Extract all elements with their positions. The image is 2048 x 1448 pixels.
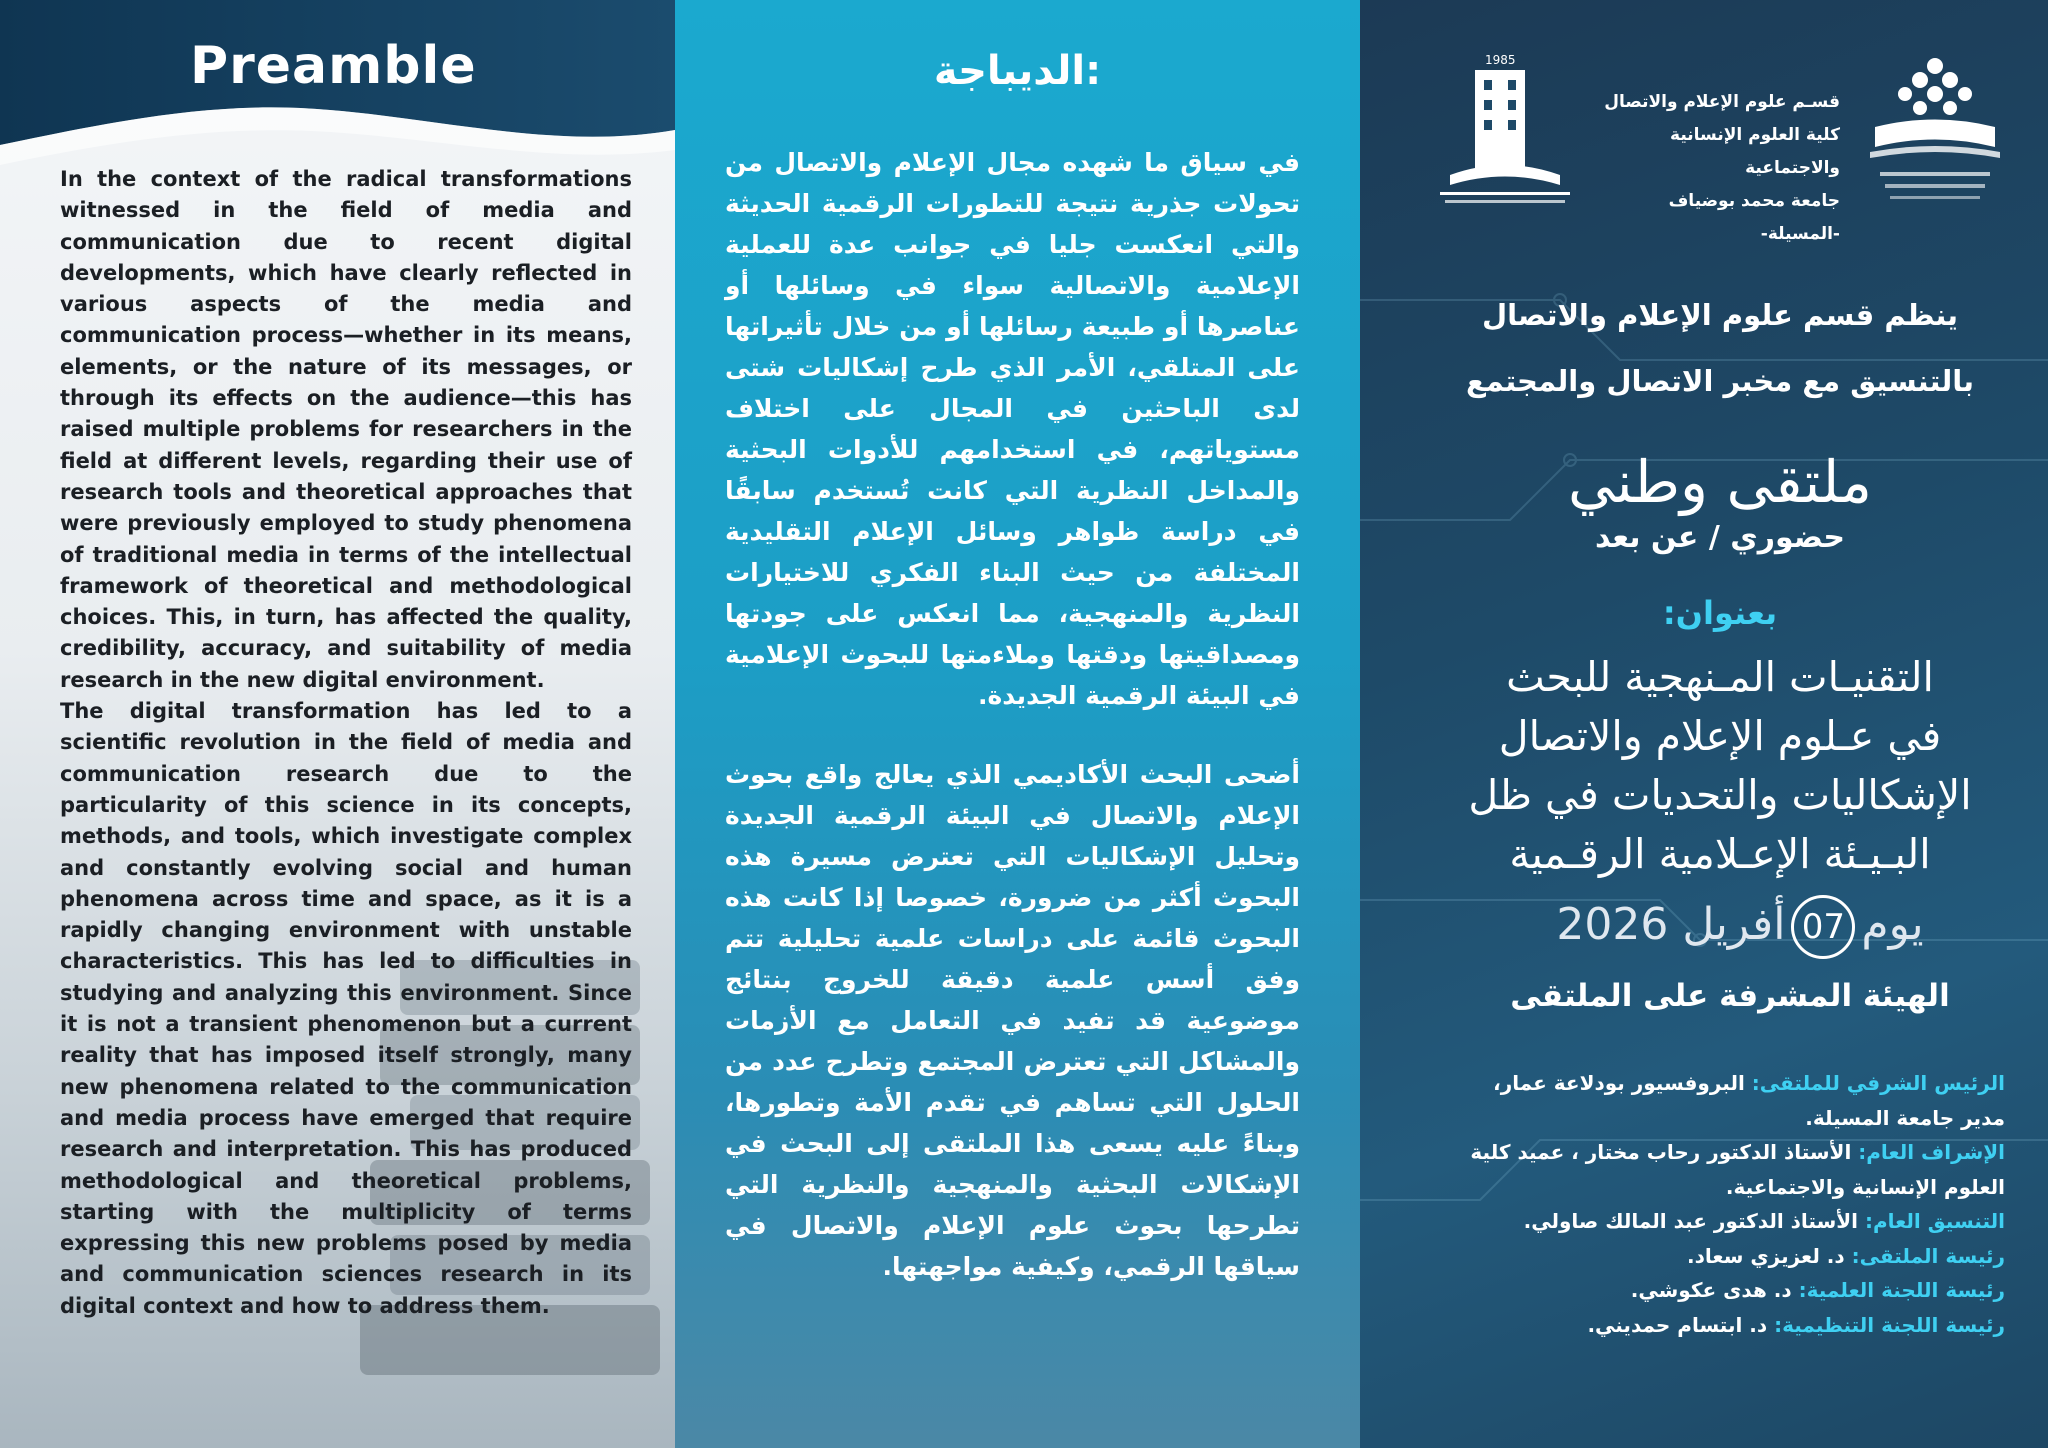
preamble-panel-en — [0, 0, 675, 1448]
committee-member: البروفسيور بودلاعة عمار، مدير جامعة المسيلة. — [1493, 1071, 2005, 1130]
event-info-panel — [1360, 0, 2048, 1448]
event-mode: حضوري / عن بعد — [1594, 520, 1846, 555]
event-title-line: الإشكاليات والتحديات في ظل — [1468, 771, 1972, 819]
committee-member: الأستاذ الدكتور رحاب مختار ، عميد كلية العلوم الإنسانية والاجتماعية. — [1470, 1140, 2005, 1199]
organizer-header — [1590, 86, 1840, 251]
committee-role: الإشراف العام: — [1858, 1140, 2005, 1164]
date-month-year: أفريل 2026 — [1556, 899, 1786, 950]
event-title-line: في عـلوم الإعلام والاتصال — [1498, 712, 1942, 760]
event-title-line: البـيـئة الإعـلامية الرقـمية — [1509, 830, 1931, 878]
committee-role: التنسيق العام: — [1864, 1209, 2005, 1233]
committee-entry — [1470, 1308, 2005, 1343]
committee-member: د. هدى عكوشي. — [1630, 1278, 1792, 1302]
committee-role: الرئيس الشرفي للملتقى: — [1751, 1071, 2005, 1095]
committee-member: د. ابتسام حمديني. — [1587, 1312, 1768, 1337]
event-date — [1510, 895, 1970, 965]
organizer-line-2: بالتنسيق مع مخبر الاتصال والمجتمع — [1465, 364, 1975, 398]
committee-member: الأستاذ الدكتور عبد المالك صاولي. — [1523, 1209, 1858, 1233]
date-day-circle: 07 — [1791, 895, 1855, 959]
org-line-department: قسـم علوم الإعلام والاتصال — [1604, 92, 1840, 112]
preamble-panel-ar — [675, 0, 1360, 1448]
organizer-line-1: ينظم قسم علوم الإعلام والاتصال — [1481, 298, 1959, 332]
committee-role: رئيسة اللجنة العلمية: — [1798, 1278, 2005, 1302]
committee-entry — [1470, 1135, 2005, 1204]
event-title — [1420, 648, 2020, 884]
committee-role: رئيسة الملتقى: — [1851, 1243, 2005, 1268]
title-label: بعنوان: — [1662, 594, 1778, 632]
event-title-line: التقنيـات المـنهجية للبحث — [1506, 653, 1934, 701]
preamble-ar-paragraph-2: أضحى البحث الأكاديمي الذي يعالج واقع بحوث الإعلام والاتصال في البيئة الرقمية الجديدة وتحليل الإشكاليات التي تعترض مسيرة هذه البحوث أكثر من ضرورة، خصوصا إذا كانت هذه البحوث قائمة على دراسات علمية تحليلية تتم وفق أسس علمية دقيقة للخروج بنتائج موضوعية قد تفيد في التعامل مع الأزمات والمشاكل التي تعترض المجتمع وتطرح عدد من الحلول التي تساهم في تقدم الأمة وتطورها، وبناءً عليه يسعى هذا الملتقى إلى البحث في الإشكالات البحثية والمنهجية والنظرية التي تطرحها بحوث علوم الإعلام والاتصال في سياقها الرقمي، وكيفية مواجهتها. — [725, 760, 1300, 1281]
university-logo — [1430, 50, 1580, 220]
committee-entry — [1470, 1239, 2005, 1274]
committee-member: د. لعزيزي سعاد. — [1687, 1243, 1845, 1268]
committee-list — [1470, 1066, 2005, 1342]
preamble-title-ar: الديباجة: — [933, 48, 1102, 94]
committee-entry — [1470, 1273, 2005, 1308]
date-prefix: يوم — [1861, 899, 1924, 950]
preamble-text-en — [60, 164, 632, 1322]
logo-year: 1985 — [1485, 53, 1516, 67]
committee-entry — [1470, 1066, 2005, 1135]
org-line-faculty: كلية العلوم الإنسانية والاجتماعية — [1670, 125, 1840, 178]
preamble-title: Preamble — [190, 36, 477, 96]
org-line-university: جامعة محمد بوضياف -المسيلة- — [1668, 191, 1840, 244]
preamble-paragraph-2: The digital transformation has led to a scientific revolution in the field of media and communication research due to the particularity of this science in its concepts, methods, and tools, which investigate complex and constantly evolving social and human phenomena across time and space, as it is a rapidly changing environment with unstable characteristics. This has led to difficulties in studying and analyzing this environment. Since it is not a transient phenomenon but a current reality that has imposed itself strongly, many new phenomena related to the communication and media process have emerged that require research and interpretation. This has produced methodological and theoretical problems, starting with the multiplicity of terms expressing this new problems posed by media and communication sciences research in its digital context and how to address them. — [60, 699, 632, 1318]
event-type: ملتقى وطني — [1568, 448, 1872, 516]
committee-entry — [1470, 1204, 2005, 1239]
committee-role: رئيسة اللجنة التنظيمية: — [1774, 1312, 2005, 1337]
faculty-logo — [1860, 52, 2010, 217]
preamble-paragraph-1: In the context of the radical transformations witnessed in the field of media and communication due to recent digital developments, which have clearly reflected in various aspects of the media and communication process—whether in its means, elements, or the nature of its messages, or through its effects on the audience—this has raised multiple problems for researchers in the field at different levels, regarding their use of research tools and theoretical approaches that were previously employed to study phenomena of traditional media in terms of the intellectual framework of theoretical and methodological choices. This, in turn, has affected the quality, credibility, accuracy, and suitability of media research in the new digital environment. — [60, 167, 632, 692]
committee-title: الهيئة المشرفة على الملتقى — [1510, 978, 1950, 1014]
preamble-ar-paragraph-1: في سياق ما شهده مجال الإعلام والاتصال من تحولات جذرية نتيجة للتطورات الرقمية الحديثة والتي انعكست جليا في جوانب عدة للعملية الإعلامية والاتصالية سواء في وسائلها أو عناصرها أو طبيعة رسائلها أو من خلال تأثيراتها على المتلقي، الأمر الذي طرح إشكاليات شتى لدى الباحثين في المجال على اختلاف مستوياتهم، في استخدامهم للأدوات البحثية والمداخل النظرية التي كانت تُستخدم سابقًا في دراسة ظواهر وسائل الإعلام التقليدية المختلفة من حيث البناء الفكري للاختيارات النظرية والمنهجية، مما انعكس على جودتها ومصداقيتها ودقتها وملاءمتها للبحوث الإعلامية في البيئة الرقمية الجديدة. — [725, 148, 1300, 710]
